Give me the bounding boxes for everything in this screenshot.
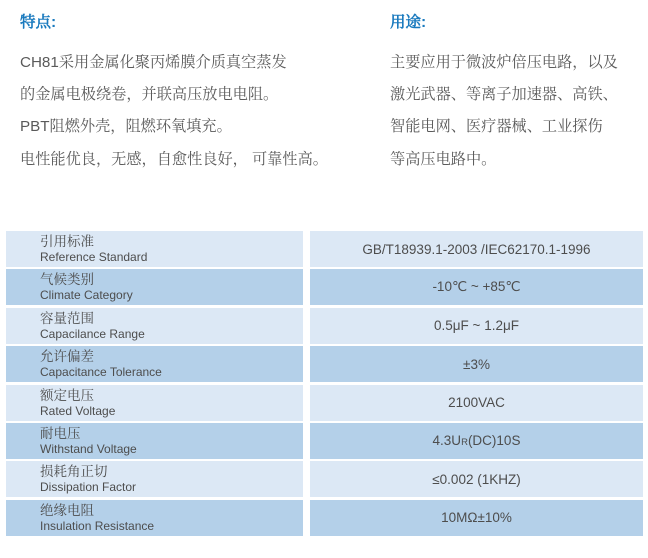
table-row-insulation-resistance (6, 500, 643, 536)
table-row-capacitance-tolerance (6, 346, 643, 382)
spec-table (6, 231, 643, 538)
spec-label-cell (6, 231, 303, 267)
table-row-withstand-voltage (6, 423, 643, 459)
spec-value-cell (310, 500, 643, 536)
table-row-capacitance-range (6, 308, 643, 344)
spec-label-zh: 损耗角正切 (40, 464, 108, 480)
spec-label-en: Dissipation Factor (40, 480, 137, 495)
features-paragraph (20, 45, 360, 175)
spec-value: ±3% (463, 356, 490, 372)
spec-label-cell (6, 423, 303, 459)
features-line: CH81采用金属化聚丙烯膜介质真空蒸发 (20, 53, 287, 71)
spec-label-cell (6, 308, 303, 344)
spec-label-en: Insulation Resistance (40, 518, 155, 533)
spec-value: -10℃ ~ +85℃ (432, 279, 521, 295)
spec-value: 10MΩ±10% (441, 510, 512, 526)
spec-value-cell (310, 308, 643, 344)
applications-title: 用途: (390, 14, 427, 31)
table-row-reference-standard (6, 231, 643, 267)
spec-value-subscript: R (461, 437, 468, 449)
spec-value: 2100VAC (448, 395, 505, 411)
spec-value: GB/T18939.1-2003 /IEC62170.1-1996 (362, 241, 591, 257)
spec-label-en: Climate Category (40, 288, 133, 303)
spec-label-en: Withstand Voltage (40, 441, 137, 456)
spec-value: ≤0.002 (1KHZ) (432, 471, 521, 487)
spec-value-cell (310, 231, 643, 267)
spec-label-zh: 允许偏差 (40, 349, 94, 365)
applications-section (390, 0, 640, 175)
spec-label-zh: 引用标准 (40, 234, 94, 249)
spec-value-cell (310, 269, 643, 305)
spec-label-zh: 绝缘电阻 (40, 502, 94, 518)
spec-label-cell (6, 346, 303, 382)
features-line: PBT阻燃外壳，阻燃环氧填充。 (20, 118, 232, 136)
spec-label-zh: 容量范围 (40, 310, 94, 326)
spec-label-en: Capacitance Tolerance (40, 365, 162, 380)
applications-line: 等高压电路中。 (390, 150, 497, 168)
applications-line: 智能电网、医疗器械、工业探伤 (390, 118, 603, 136)
applications-line: 主要应用于微波炉倍压电路，以及 (390, 53, 618, 71)
applications-line: 激光武器、等离子加速器、高铁、 (390, 86, 618, 104)
spec-label-zh: 耐电压 (40, 425, 81, 441)
spec-label-cell (6, 461, 303, 497)
spec-label-cell (6, 269, 303, 305)
spec-value: (DC)10S (467, 433, 521, 449)
spec-label-en: Reference Standard (40, 250, 148, 264)
spec-value-cell (310, 423, 643, 459)
table-row-dissipation-factor (6, 461, 643, 497)
features-section (20, 0, 360, 175)
spec-label-en: Capacilance Range (40, 326, 145, 341)
spec-label-en: Rated Voltage (40, 403, 116, 418)
spec-label-zh: 气候类别 (40, 272, 94, 288)
spec-value: 4.3U (432, 433, 462, 449)
features-title: 特点: (20, 14, 57, 31)
spec-value-cell (310, 461, 643, 497)
spec-label-cell (6, 500, 303, 536)
spec-value-cell (310, 346, 643, 382)
applications-paragraph (390, 45, 640, 175)
table-row-rated-voltage (6, 385, 643, 421)
spec-label-cell (6, 385, 303, 421)
spec-value: 0.5μF ~ 1.2μF (434, 318, 519, 334)
spec-value-cell (310, 385, 643, 421)
table-row-climate-category (6, 269, 643, 305)
features-line: 电性能优良，无感，自愈性良好， 可靠性高。 (20, 150, 328, 168)
features-line: 的金属电极绕卷，并联高压放电电阻。 (20, 86, 279, 104)
spec-label-zh: 额定电压 (40, 387, 94, 403)
